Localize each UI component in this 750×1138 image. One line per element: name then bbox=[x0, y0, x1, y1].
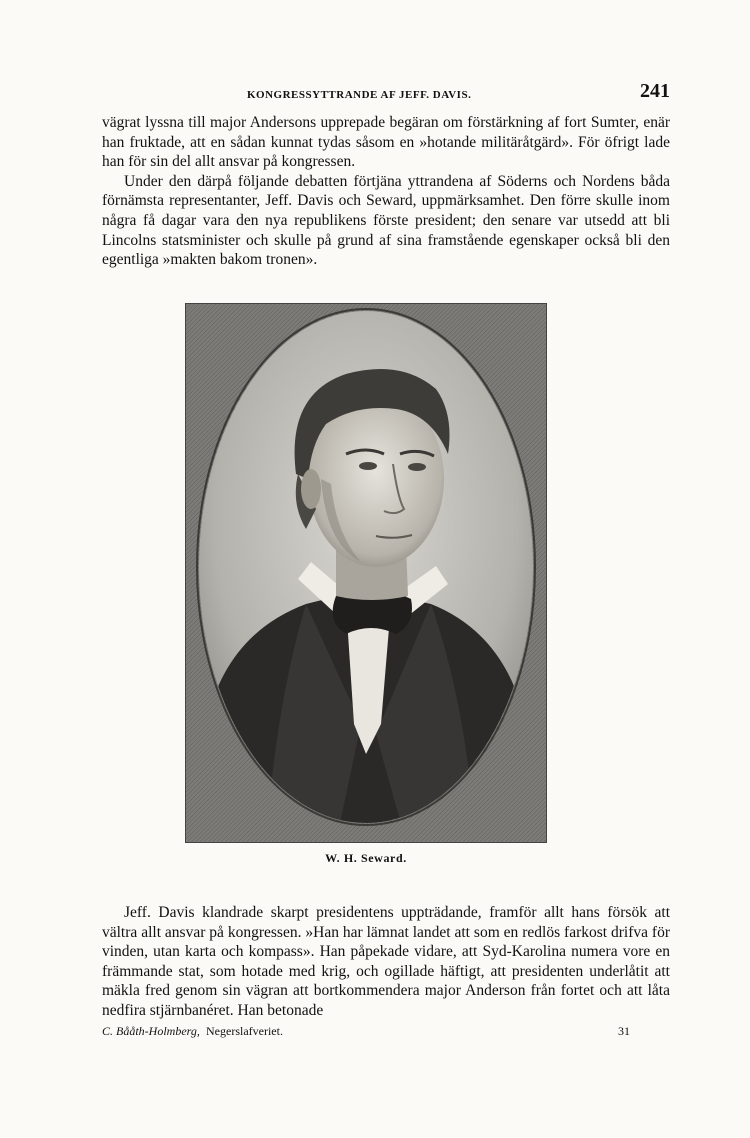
footer-author: C. Bååth-Holmberg, bbox=[102, 1024, 200, 1038]
figure-caption: W. H. Seward. bbox=[325, 851, 407, 865]
page-footer bbox=[102, 1024, 670, 1044]
paragraph-debate: Under den därpå följande debatten förtjäna yttrandena af Söderns och Nordens båda förnämsta representanter, Jeff. Davis och Seward, uppmärksamhet. Den förre skulle inom några få dagar vara den nya republikens förste president; den senare var utsedd att bli Lincolns statsminister och skulle på grund af sina framstående egenskaper också bli den egentliga »makten bakom tronen». bbox=[102, 172, 670, 269]
signature-mark: 31 bbox=[618, 1024, 630, 1038]
paragraph-continued: vägrat lyssna till major Andersons upprepade begäran om förstärkning af fort Sumter, enär han fruktade, att en sådan kunnat tydas såsom en »hotande militäråtgärd». För öfrigt lade han för sin del allt ansvar på kongressen. bbox=[102, 114, 670, 171]
portrait-illustration bbox=[186, 304, 546, 842]
running-head: KONGRESSYTTRANDE AF JEFF. DAVIS. bbox=[247, 89, 472, 101]
page-header bbox=[102, 80, 670, 108]
page-number: 241 bbox=[640, 80, 670, 102]
footer-title: Negerslafveriet. bbox=[206, 1024, 283, 1038]
paragraph-davis: Jeff. Davis klandrade skarpt presidentens uppträdande, framför allt hans försök att vältra allt ansvar på kongressen. »Han har lämnat landet att som en redlös farkost drifva för vinden, utan karta och kompass». Han påpekade vidare, att Syd-Karolina numera vore en främmande stat, som hotade med krig, och ogillade häftigt, att presidenten underlåtit att mäkla fred genom sin vägran att bortkommendera major Anderson från fortet och att låta nedfira stjärnbanéret. Han betonade bbox=[102, 904, 670, 1019]
top-text-block bbox=[102, 113, 670, 270]
portrait-engraving bbox=[185, 303, 547, 843]
bottom-text-block bbox=[102, 903, 670, 1021]
